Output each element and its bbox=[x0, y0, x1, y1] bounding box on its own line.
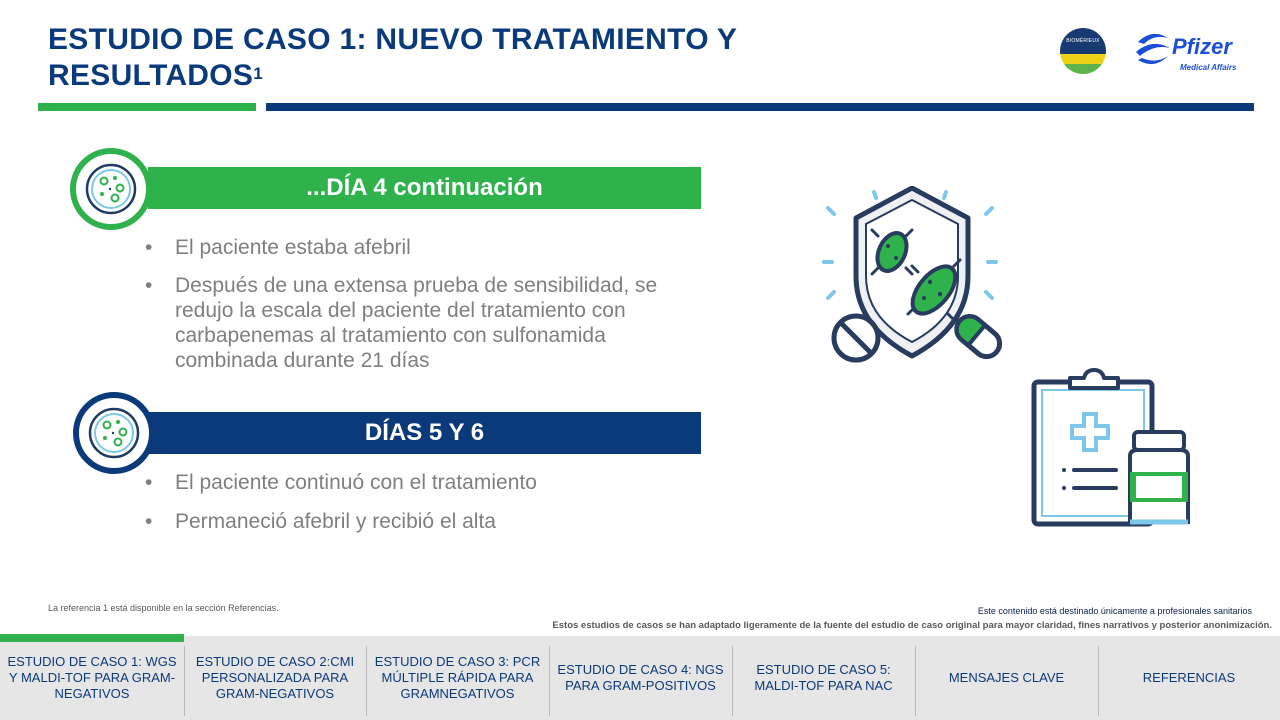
adaptation-disclaimer: Estos estudios de casos se han adaptado ligeramente de la fuente del estudio de caso original para mayor claridad, fines narrativos y posterior anonimización. bbox=[552, 620, 1272, 631]
section-header-days5-6: DÍAS 5 Y 6 bbox=[148, 412, 701, 454]
shield-bacteria-pill-icon bbox=[818, 186, 1008, 368]
section-header-day4: ...DÍA 4 continuación bbox=[148, 167, 701, 209]
list-item: • El paciente estaba afebril bbox=[145, 235, 705, 260]
petri-dish-icon bbox=[73, 392, 155, 474]
pfizer-logo-subtitle: Medical Affairs bbox=[1180, 63, 1237, 72]
page-title-text: ESTUDIO DE CASO 1: NUEVO TRATAMIENTO Y RESULTADOS bbox=[48, 23, 737, 92]
nav-case-1[interactable]: ESTUDIO DE CASO 1: WGS Y MALDI-TOF PARA GRAM-NEGATIVOS bbox=[7, 654, 177, 701]
nav-key-messages[interactable]: MENSAJES CLAVE bbox=[948, 670, 1065, 685]
days5-6-bullet-list bbox=[145, 470, 705, 548]
title-reference-superscript: 1 bbox=[253, 64, 263, 83]
page-title bbox=[48, 22, 808, 94]
list-item: • El paciente continuó con el tratamiento bbox=[145, 470, 705, 495]
pfizer-logo bbox=[1132, 28, 1252, 76]
nav-case-2[interactable]: ESTUDIO DE CASO 2:CMI PERSONALIZADA PARA GRAM-NEGATIVOS bbox=[195, 654, 355, 701]
clipboard-medicine-icon bbox=[1030, 368, 1198, 530]
active-case-indicator bbox=[0, 634, 184, 642]
title-underline-green bbox=[38, 103, 256, 111]
biomerieux-logo-text: BIOMÉRIEUX bbox=[1060, 28, 1106, 54]
reference-note: La referencia 1 está disponible en la sección Referencias. bbox=[48, 603, 279, 613]
nav-references[interactable]: REFERENCIAS bbox=[1142, 670, 1236, 685]
title-underline-navy bbox=[266, 103, 1254, 111]
pfizer-logo-word: Pfizer bbox=[1172, 34, 1232, 59]
biomerieux-logo bbox=[1060, 28, 1106, 74]
hcp-disclaimer: Este contenido está destinado únicamente a profesionales sanitarios bbox=[977, 606, 1252, 616]
day4-bullet-list bbox=[145, 235, 705, 386]
case-navigation-bar bbox=[0, 636, 1280, 720]
nav-case-3[interactable]: ESTUDIO DE CASO 3: PCR MÚLTIPLE RÁPIDA PARA GRAMNEGATIVOS bbox=[374, 654, 541, 701]
nav-case-4[interactable]: ESTUDIO DE CASO 4: NGS PARA GRAM-POSITIVOS bbox=[557, 662, 724, 693]
petri-dish-icon bbox=[70, 148, 152, 230]
pfizer-swirl-icon bbox=[1132, 30, 1174, 70]
list-item: • Permaneció afebril y recibió el alta bbox=[145, 509, 705, 534]
nav-case-5[interactable]: ESTUDIO DE CASO 5: MALDI-TOF PARA NAC bbox=[754, 662, 893, 693]
list-item: • Después de una extensa prueba de sensibilidad, se redujo la escala del paciente del tratamiento con carbapenemas al tratamiento con sulfonamida combinada durante 21 días bbox=[145, 273, 705, 373]
